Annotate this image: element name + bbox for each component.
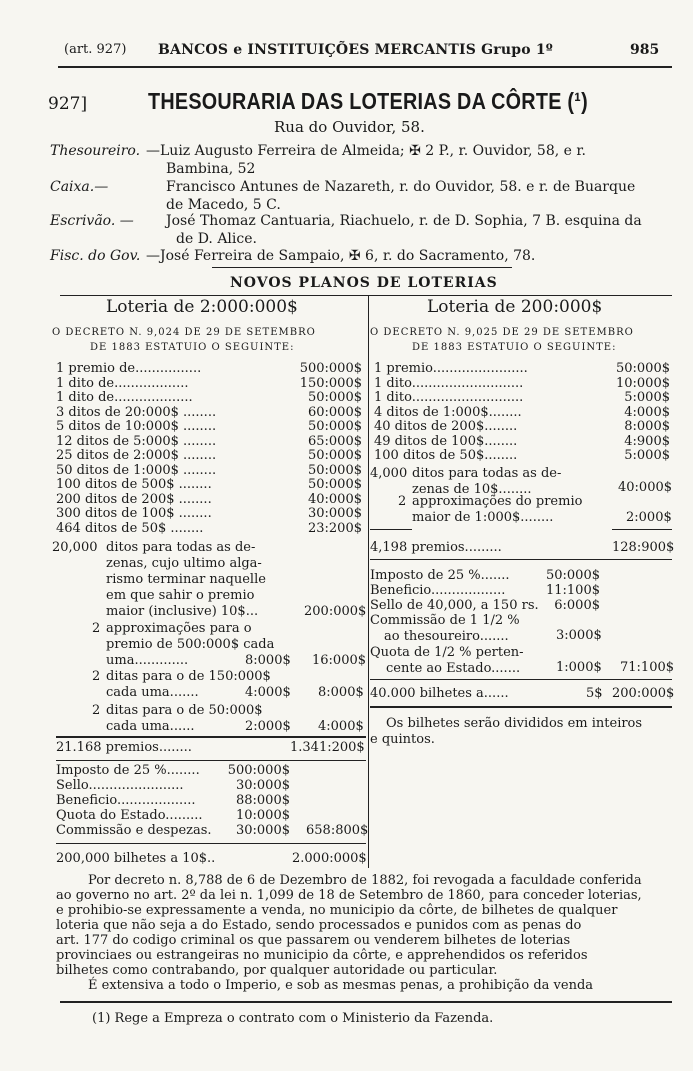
left-prize-value: 30:000$ — [307, 506, 362, 521]
right-approx-n: 2 — [398, 494, 407, 509]
left-big-line: ditos para todas as de- — [106, 540, 256, 555]
right-deductions-total: 71:100$ — [620, 660, 675, 675]
left-prize-value: 50:000$ — [307, 419, 362, 434]
right-total-label: 4,198 premios......... — [370, 540, 502, 555]
left-tickets-label: 200,000 bilhetes a 10$.. — [56, 851, 216, 866]
right-prize-label: 40 ditos de 200$........ — [374, 419, 518, 434]
left-rule — [56, 843, 366, 844]
left-prize-label: 12 ditos de 5:000$ ........ — [56, 433, 217, 449]
staff-role: Thesoureiro. — [50, 143, 141, 159]
left-deduction-label: Quota do Estado......... — [56, 808, 203, 823]
right-prize-label: 1 dito........................... — [374, 375, 524, 391]
entry-title: THESOURARIA DAS LOTERIAS DA CÔRTE (¹) — [148, 88, 588, 114]
left-approx-line: cada uma....... — [106, 685, 199, 700]
right-deduction-value: 6:000$ — [554, 598, 600, 613]
staff-line: —Luiz Augusto Ferreira de Almeida; ✠ 2 P., r. Ouvidor, 58, e r. — [146, 143, 586, 159]
left-prize-label: 1 dito de.................. — [56, 375, 189, 391]
left-prize-value: 150:000$ — [299, 375, 362, 391]
right-deduction-label: Sello de 40,000, a 150 rs. — [370, 598, 539, 613]
left-big-value: 200:000$ — [304, 604, 367, 619]
left-approx-line: uma............. — [106, 653, 189, 668]
left-prize-value: 40:000$ — [307, 491, 362, 507]
right-tickets-label: 40.000 bilhetes a...... — [370, 686, 509, 701]
right-rule — [370, 706, 672, 708]
left-deduction-label: Beneficio................... — [56, 793, 196, 808]
staff-role: Caixa.— — [50, 179, 109, 195]
right-note: e quintos. — [370, 732, 435, 747]
left-prize-label: 200 ditos de 200$ ........ — [56, 491, 212, 507]
paragraph-line: art. 177 do codigo criminal os que passarem ou venderem bilhetes de loterias — [56, 933, 571, 948]
right-tickets-value: 200:000$ — [612, 686, 675, 701]
right-tickets-unit: 5$ — [586, 686, 603, 701]
right-rule — [370, 559, 672, 560]
left-decree: DE 1883 ESTATUIO O SEGUINTE: — [90, 342, 295, 353]
staff-role: Fisc. do Gov. — [50, 248, 141, 264]
left-deductions-total: 658:800$ — [306, 823, 369, 838]
right-prize-value: 50:000$ — [615, 361, 670, 376]
header-page-number: 985 — [630, 42, 660, 58]
left-deduction-label: Sello....................... — [56, 778, 184, 793]
right-prize-value: 8:000$ — [624, 419, 670, 434]
section-rule — [212, 267, 512, 268]
staff-line: —José Ferreira de Sampaio, ✠ 6, r. do Sacramento, 78. — [146, 248, 536, 264]
left-deduction-value: 88:000$ — [235, 793, 290, 808]
right-commission-line: Commissão de 1 1/2 % — [370, 613, 520, 628]
right-decree: O DECRETO N. 9,025 DE 29 DE SETEMBRO — [370, 327, 634, 338]
right-approx-line: maior de 1:000$........ — [412, 510, 554, 525]
left-prize-value: 500:000$ — [299, 361, 362, 376]
paragraph-line: ao governo no art. 2º da lei n. 1,099 de 18 de Setembro de 1860, para conceder loterias, — [56, 888, 642, 903]
left-approx-line: ditas para o de 50:000$ — [106, 703, 263, 718]
right-deduction-value: 50:000$ — [545, 568, 600, 583]
left-prize-label: 25 ditos de 2:000$ ........ — [56, 448, 217, 463]
left-rule — [56, 760, 366, 761]
left-big-line: maior (inclusive) 10$... — [106, 604, 259, 619]
section-title: NOVOS PLANOS DE LOTERIAS — [230, 275, 498, 291]
left-approx-total: 16:000$ — [312, 653, 367, 668]
right-prize-value: 5:000$ — [624, 390, 670, 405]
paragraph-line: loteria que não seja a do Estado, sendo processados e punidos com as penas do — [56, 918, 582, 933]
footnote-rule — [60, 1001, 672, 1003]
right-prize-label: 1 premio....................... — [374, 361, 528, 376]
left-deduction-value: 500:000$ — [227, 763, 290, 778]
left-prize-label: 1 premio de................ — [56, 361, 202, 376]
left-approx-line: approximações para o — [106, 621, 252, 636]
right-deduction-value: 11:100$ — [545, 583, 600, 598]
left-prize-label: 3 ditos de 20:000$ ........ — [56, 404, 217, 420]
right-prize-value: 5:000$ — [624, 448, 670, 463]
right-commission-line: ao thesoureiro....... — [384, 629, 509, 644]
right-total-value: 128:900$ — [612, 540, 675, 555]
right-quota-line: cente ao Estado....... — [386, 661, 521, 676]
left-prize-value: 50:000$ — [307, 390, 362, 405]
paragraph-line: Por decreto n. 8,788 de 6 de Dezembro de 1882, foi revogada a faculdade conferida — [88, 873, 642, 888]
left-prize-value: 50:000$ — [307, 462, 362, 478]
left-rule — [56, 736, 366, 738]
right-prize-label: 49 ditos de 100$........ — [374, 433, 518, 449]
header-article-ref: (art. 927) — [64, 42, 127, 57]
left-big-line: rismo terminar naquelle — [106, 572, 266, 587]
left-deduction-label: Commissão e despezas. — [56, 823, 212, 838]
left-prize-value: 65:000$ — [307, 433, 362, 449]
staff-line: de D. Alice. — [176, 231, 257, 247]
right-rule — [612, 529, 672, 530]
left-approx-line: premio de 500:000$ cada — [106, 637, 275, 652]
right-dezenas-count: 4,000 — [370, 466, 408, 481]
section-rule — [60, 295, 672, 296]
left-plan-title: Loteria de 2:000:000$ — [106, 297, 298, 317]
left-approx-line: cada uma...... — [106, 719, 195, 734]
right-prize-value: 4:000$ — [624, 404, 670, 420]
right-decree: DE 1883 ESTATUIO O SEGUINTE: — [412, 342, 617, 353]
left-approx-unit: 2:000$ — [245, 719, 291, 734]
left-big-line: em que sahir o premio — [106, 588, 255, 603]
left-big-count: 20,000 — [52, 540, 98, 555]
staff-line: Bambina, 52 — [166, 161, 256, 177]
right-prize-value: 4:900$ — [624, 433, 670, 449]
left-deduction-value: 30:000$ — [235, 778, 290, 793]
left-approx-line: ditas para o de 150:000$ — [106, 669, 271, 684]
column-divider — [368, 296, 369, 868]
right-prize-label: 4 ditos de 1:000$........ — [374, 404, 522, 420]
left-prize-label: 50 ditos de 1:000$ ........ — [56, 462, 217, 478]
left-deduction-value: 10:000$ — [235, 808, 290, 823]
left-approx-total: 8:000$ — [318, 685, 364, 700]
left-prize-value: 50:000$ — [307, 448, 362, 463]
left-approx-n: 2 — [92, 669, 101, 684]
paragraph-line: provinciaes ou estrangeiras no municipio da côrte, e apprehendidos os referidos — [56, 948, 588, 963]
left-approx-n: 2 — [92, 703, 101, 718]
entry-address: Rua do Ouvidor, 58. — [274, 118, 425, 136]
right-dezenas-line: zenas de 10$........ — [412, 482, 532, 497]
left-total-value: 1.341:200$ — [290, 740, 365, 755]
staff-line: José Thomaz Cantuaria, Riachuelo, r. de D. Sophia, 7 B. esquina da — [166, 213, 642, 229]
left-approx-total: 4:000$ — [318, 719, 364, 734]
right-dezenas-line: ditos para todas as de- — [412, 466, 562, 481]
left-tickets-value: 2.000:000$ — [292, 851, 367, 866]
left-prize-label: 1 dito de................... — [56, 390, 193, 405]
left-deduction-label: Imposto de 25 %........ — [56, 763, 200, 778]
left-prize-label: 464 ditos de 50$ ........ — [56, 520, 204, 536]
left-deduction-value: 30:000$ — [235, 823, 290, 838]
right-note: Os bilhetes serão divididos em inteiros — [386, 716, 643, 731]
right-prize-label: 100 ditos de 50$........ — [374, 448, 518, 463]
staff-line: de Macedo, 5 C. — [166, 197, 281, 213]
left-approx-n: 2 — [92, 621, 101, 636]
entry-number: 927] — [48, 94, 88, 114]
left-prize-label: 100 ditos de 500$ ........ — [56, 477, 212, 492]
left-approx-unit: 4:000$ — [245, 685, 291, 700]
left-prize-label: 300 ditos de 100$ ........ — [56, 506, 212, 521]
right-approx-value: 2:000$ — [626, 510, 672, 525]
paragraph-line: e prohibio-se expressamente a venda, no municipio da côrte, de bilhetes de qualquer — [56, 903, 618, 918]
left-prize-value: 60:000$ — [307, 404, 362, 420]
staff-role: Escrivão. — — [50, 213, 134, 229]
right-dezenas-value: 40:000$ — [618, 480, 673, 495]
left-prize-label: 5 ditos de 10:000$ ........ — [56, 419, 217, 434]
right-prize-label: 1 dito........................... — [374, 390, 524, 405]
left-big-line: zenas, cujo ultimo alga- — [106, 556, 262, 571]
paragraph-line: É extensiva a todo o Imperio, e sob as mesmas penas, a prohibição da venda — [88, 978, 594, 993]
left-approx-unit: 8:000$ — [245, 653, 291, 668]
right-rule — [370, 679, 672, 680]
header-rule — [58, 66, 672, 68]
paragraph-line: bilhetes como contrabando, por qualquer autoridade ou particular. — [56, 963, 498, 978]
right-rule — [370, 529, 412, 530]
right-prize-value: 10:000$ — [615, 375, 670, 391]
right-approx-line: approximações do premio — [412, 494, 583, 509]
staff-line: Francisco Antunes de Nazareth, r. do Ouvidor, 58. e r. de Buarque — [166, 179, 636, 195]
header-section-title: BANCOS e INSTITUIÇÕES MERCANTIS Grupo 1º — [158, 42, 553, 58]
left-prize-value: 50:000$ — [307, 477, 362, 492]
footnote: (1) Rege a Empreza o contrato com o Ministerio da Fazenda. — [92, 1011, 494, 1026]
right-quota-value: 1:000$ — [556, 660, 602, 675]
right-plan-title: Loteria de 200:000$ — [427, 297, 603, 317]
right-deduction-label: Imposto de 25 %....... — [370, 568, 510, 583]
left-decree: O DECRETO N. 9,024 DE 29 DE SETEMBRO — [52, 327, 316, 338]
left-total-label: 21.168 premios........ — [56, 740, 192, 755]
right-commission-value: 3:000$ — [556, 628, 602, 643]
right-deduction-label: Beneficio.................. — [370, 583, 506, 598]
right-quota-line: Quota de 1/2 % perten- — [370, 645, 524, 660]
left-prize-value: 23:200$ — [307, 520, 362, 536]
